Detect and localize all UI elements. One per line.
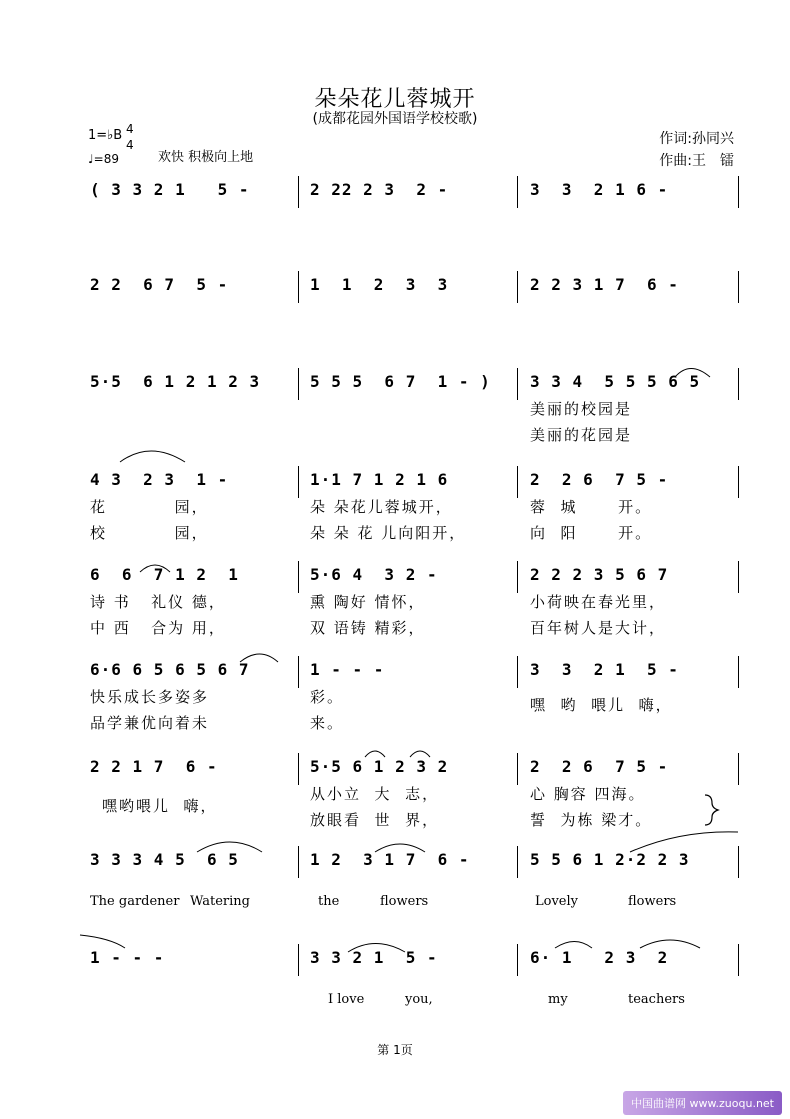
note-measure: 2 2 6 7 5 -	[530, 470, 669, 489]
lyric-line: 彩。	[310, 688, 345, 706]
lyric-line: 蓉 城 开。	[530, 498, 653, 516]
note-measure: 1 - - -	[90, 948, 165, 967]
note-measure: 3 3 2 1 5 -	[310, 948, 438, 967]
lyric-line: 来。	[310, 714, 345, 732]
lyric-line: 品学兼优向着未	[90, 714, 210, 732]
lyric-line: 从小立 大 志，	[310, 785, 440, 803]
slur	[640, 940, 700, 948]
note-measure: 1 2 3 1 7 6 -	[310, 850, 470, 869]
slur	[555, 942, 592, 949]
song-subtitle: (成都花园外国语学校校歌)	[312, 111, 478, 127]
note-measure: 5·6 4 3 2 -	[310, 565, 438, 584]
english-lyric: The gardener	[90, 894, 180, 909]
note-measure: 3 3 4 5 5 5 6 5	[530, 372, 701, 391]
note-measure: 6 6 7 1 2 1	[90, 565, 239, 584]
note-measure: 2 2 6 7 5 -	[90, 275, 229, 294]
note-measure: 5·5 6 1 2 1 2 3	[90, 372, 261, 391]
slur	[120, 451, 185, 462]
lyric-line: 嘿 哟 喂儿 嗨，	[530, 696, 673, 714]
lyric-line: 百年树人是大计，	[530, 619, 667, 637]
lyric-line: 嘿哟喂儿 嗨，	[102, 797, 218, 815]
note-measure: 1·1 7 1 2 1 6	[310, 470, 449, 489]
english-lyric: Watering	[190, 894, 250, 909]
lyric-line: 校 园，	[90, 524, 209, 542]
note-measure: 5 5 5 6 7 1 - )	[310, 372, 491, 391]
note-measure: 3 3 2 1 5 -	[530, 660, 679, 679]
slur	[240, 654, 278, 662]
song-title: 朵朵花儿蓉城开	[314, 87, 476, 112]
key-signature: 1=♭B	[88, 128, 123, 143]
lyric-line: 双 语铸 精彩，	[310, 619, 426, 637]
lyric-line: 心 胸容 四海。	[530, 785, 646, 803]
note-measure: 5·5 6 1 2 3 2	[310, 757, 449, 776]
note-measure: 1 - - -	[310, 660, 385, 679]
note-measure: 5 5 6 1 2·2 2 3	[530, 850, 690, 869]
english-lyric: flowers	[380, 894, 429, 909]
lyric-line: 朵 朵花儿蓉城开，	[310, 498, 453, 516]
lyric-line: 诗 书 礼仪 德，	[90, 593, 226, 611]
slur	[348, 944, 405, 953]
slur	[140, 565, 170, 572]
site-watermark: 中国曲谱网 www.zuoqu.net	[623, 1091, 782, 1115]
lyric-line: 快乐成长多姿多	[90, 688, 210, 706]
lyric-line: 花 园，	[90, 498, 209, 516]
lyric-line: 小荷映在春光里，	[530, 593, 667, 611]
note-measure: 2 2 2 3 5 6 7	[530, 565, 669, 584]
lyric-line: 朵 朵 花 儿向阳开，	[310, 524, 467, 542]
english-lyric: Lovely	[535, 894, 578, 909]
note-measure: 2 2 1 7 6 -	[90, 757, 218, 776]
slur	[80, 935, 125, 948]
time-signature-top: 4	[126, 122, 134, 136]
note-measure: 2 2 6 7 5 -	[530, 757, 669, 776]
time-signature-bottom: 4	[126, 138, 134, 152]
brace	[705, 795, 718, 825]
tempo-marking: ♩=89	[88, 152, 119, 166]
note-measure: 6· 1 2 3 2	[530, 948, 669, 967]
note-measure: 3 3 2 1 6 -	[530, 180, 669, 199]
slur	[197, 842, 262, 852]
lyric-line: 中 西 合为 用，	[90, 619, 226, 637]
note-measure: 1 1 2 3 3	[310, 275, 449, 294]
slur	[410, 751, 430, 757]
slur	[630, 832, 738, 852]
lyric-line: 美丽的花园是	[530, 426, 633, 444]
lyric-line: 熏 陶好 情怀，	[310, 593, 426, 611]
composer-credit: 作曲:王 镭	[659, 153, 734, 169]
english-lyric: the	[318, 894, 340, 909]
note-measure: 3 3 3 4 5 6 5	[90, 850, 239, 869]
lyric-line: 放眼看 世 界，	[310, 811, 440, 829]
english-lyric: I love	[328, 992, 365, 1007]
lyricist-credit: 作词:孙同兴	[659, 131, 734, 147]
lyric-line: 向 阳 开。	[530, 524, 653, 542]
lyric-line: 美丽的校园是	[530, 400, 633, 418]
english-lyric: flowers	[628, 894, 677, 909]
note-measure: 4 3 2 3 1 -	[90, 470, 229, 489]
note-measure: ( 3 3 2 1 5 -	[90, 180, 250, 199]
lyric-line: 誓 为栋 梁才。	[530, 811, 653, 829]
slur	[375, 844, 425, 852]
note-measure: 6·6 6 5 6 5 6 7	[90, 660, 250, 679]
english-lyric: my	[548, 992, 568, 1007]
english-lyric: you,	[405, 992, 433, 1007]
english-lyric: teachers	[628, 992, 685, 1007]
page-number: 第 1页	[377, 1043, 413, 1057]
slur	[675, 369, 710, 378]
note-measure: 2 22 2 3 2 -	[310, 180, 449, 199]
note-measure: 2 2 3 1 7 6 -	[530, 275, 679, 294]
slur	[365, 751, 385, 757]
expression-marking: 欢快 积极向上地	[158, 150, 254, 165]
